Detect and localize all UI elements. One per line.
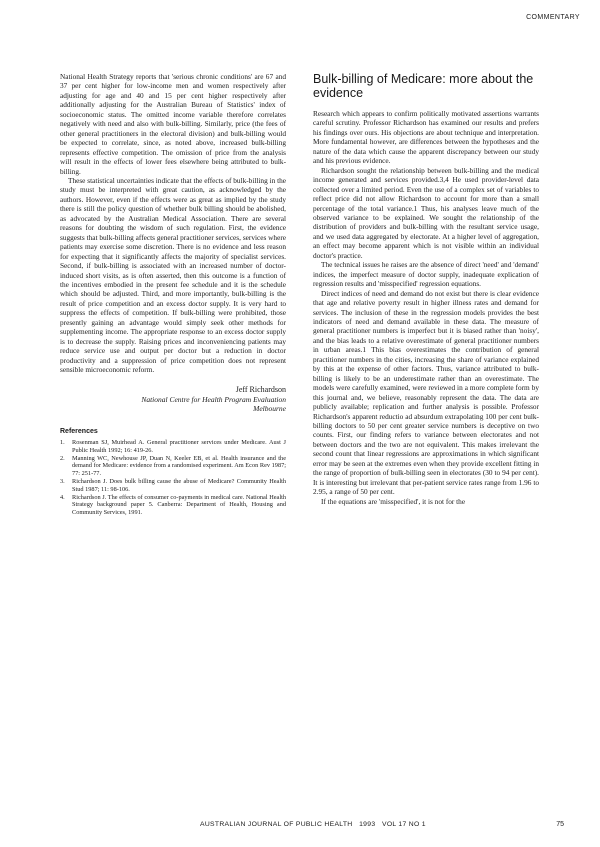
reference-item: 4. Richardson J. The effects of consumer co-payments in medical care. National Health Strategy background paper 5. Canberra: Department of Health, Housing and Community Services, 1991. bbox=[60, 493, 286, 517]
section-label: COMMENTARY bbox=[526, 14, 580, 21]
body-paragraph: Richardson sought the relationship between bulk-billing and the medical income generated and services provided.3,4 He used provider-level data collected over a limited period. Even the use of a complex set of variables to reflect price did not allow Richardson to account for more than a small percentage of the total variance.1 Thus, his analyses leave much of the observed variance to be explained. We sought the relationship of the distribution of providers and bulk-billing with the resultant service usage, and we used data aggregated by electorate. At a higher level of aggregation, an effect may become apparent which is not visible within an individual doctor's practice. bbox=[313, 165, 539, 260]
reference-item: 2. Manning WC, Newhouse JP, Duan N, Keeler EB, et al. Health insurance and the demand for Medicare: evidence from a randomised experiment. Am Econ Rev 1987; 77: 251-77. bbox=[60, 454, 286, 478]
page-number: 75 bbox=[556, 821, 564, 828]
article-title: Bulk-billing of Medicare: more about the evidence bbox=[313, 72, 534, 100]
reference-item: 3. Richardson J. Does bulk billing cause the abuse of Medicare? Community Health Stud 1987; 11: 98-106. bbox=[60, 477, 286, 493]
journal-year: 1993 bbox=[359, 821, 376, 828]
references-list bbox=[60, 439, 286, 517]
author-name: Jeff Richardson bbox=[235, 384, 286, 394]
body-paragraph: National Health Strategy reports that 'serious chronic conditions' are 67 and 37 per cent higher for low-income men and women respectively after adjusting for age and 40 and 15 per cent higher respectively after additionally adjusting for the Australian Bureau of Statistics' index of socioeconomic status. The omitted income variable therefore correlates negatively with need and also with bulk-billing. Similarly, price (the fees of other general practitioners in the electoral division) and bulk-billing would be expected to correlate, since, as noted above, increased bulk-billing represents effective competition. The omission of price from the analysis will result in the effects of lower fees elsewhere being attributed to bulk-billing. bbox=[60, 72, 286, 176]
references-heading: References bbox=[60, 427, 98, 435]
left-column bbox=[60, 72, 286, 517]
body-paragraph: Research which appears to confirm politically motivated assertions warrants careful scrutiny. Professor Richardson has examined our results and prefers his findings over ours. His objections are about technique and interpretation. More fundamental however, are differences between the hypotheses and the nature of the data which cause the apparent discrepancy between our study and his previous evidence. bbox=[313, 109, 539, 166]
running-footer bbox=[200, 821, 510, 828]
body-paragraph: The technical issues he raises are the absence of direct 'need' and 'demand' indices, the imperfect measure of doctor supply, inadequate explication of regression results and 'misspecified' regression equations. bbox=[313, 260, 539, 289]
author-signature bbox=[60, 385, 286, 413]
body-paragraph: These statistical uncertainties indicate that the effects of bulk-billing in the study must be interpreted with great caution, as acknowledged by the authors. However, even if the effects were as great as implied by the study there is still the policy question of whether bulk billing should be abolished, as advocated by the Australian Medical Association. There are several reasons for doubting the wisdom of such regulation. First, the evidence suggests that bulk-billing affects general practitioner services, services where patients may exercise some discretion. There is no evidence and less reason for expecting that it significantly affects the majority of specialist services. Second, if bulk-billing is associated with an increased number of doctor-induced short visits, as is often asserted, then this outcome is a function of the incentives embodied in the present fee schedule and it is the schedule which should be adjusted. Third, and more importantly, bulk-billing is the result of price competition and an excess doctor supply. It is very hard to suppress the effects of competition. If bulk-billing were prohibited, those presently gaining an advantage would simply seek other methods for supplementing income. The appropriate response to an excess doctor supply is to decrease the supply. Raising prices and inconveniencing patients may reduce service use and output per doctor but a reduction in doctor productivity and a suppression of price competition does not represent sensible microeconomic reform. bbox=[60, 175, 286, 375]
journal-volume: VOL 17 NO 1 bbox=[382, 821, 426, 828]
right-column bbox=[313, 109, 539, 506]
body-paragraph: If the equations are 'misspecified', it is not for the bbox=[321, 496, 466, 506]
journal-name: AUSTRALIAN JOURNAL OF PUBLIC HEALTH bbox=[200, 821, 353, 828]
author-location: Melbourne bbox=[253, 403, 286, 413]
body-paragraph: Direct indices of need and demand do not exist but there is clear evidence that age and relative poverty result in higher illness rates and demand for services. The inclusion of these in the regression models provides the best indicators of need and demand available in these data. The measure of general practitioner numbers is imperfect but it is biased rather than 'noisy', and the bias leads to a relative overestimate of general practitioner numbers in urban areas.1 This bias overestimates the contribution of general practitioner numbers in the cities, increasing the share of variance explained by this at the expense of other factors. Thus, variance attributed to bulk-billing is likely to be an underestimate rather than an overestimate. The models were carefully examined, were reviewed in a more complete form by this journal and, we believe, reasonably represent the data. The data are publicly available; replication and further analysis is possible. Professor Richardson's apparent reductio ad absurdum extrapolating 100 per cent bulk-billing doctors to 50 per cent greater service numbers is deceptive on two counts. First, our finding refers to variance between electorates and not between doctors and the two are not equivalent. This makes irrelevant the second count that linear regressions are approximations in which significant error may be seen at the extremes even when they provide excellent fitting in the range of proportion of bulk-billing seen in electorates (30 to 94 per cent). It is interesting but irrelevant that per-patient service rates range from 1.96 to 2.95, a range of 50 per cent. bbox=[313, 288, 539, 497]
reference-item: 1. Rosenman SJ, Muirhead A. General practitioner services under Medicare. Aust J Public Health 1992; 16: 419-26. bbox=[60, 438, 286, 454]
author-affiliation: National Centre for Health Program Evaluation bbox=[141, 394, 286, 404]
